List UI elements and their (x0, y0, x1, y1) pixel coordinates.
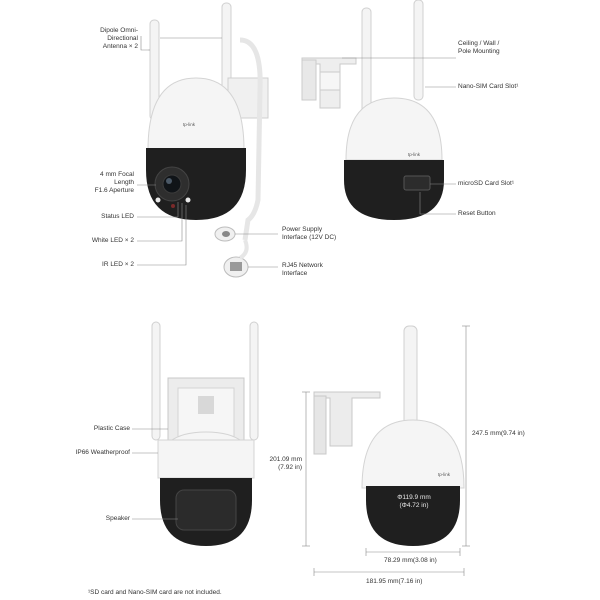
antenna-side (404, 326, 417, 426)
label-microsd: microSD Card Slot¹ (458, 180, 514, 187)
label-rj45: RJ45 Network Interface (282, 262, 323, 277)
dim-diameter: Φ119.9 mm (Φ4.72 in) (397, 494, 431, 509)
speaker-grille (176, 490, 236, 530)
label-nano-sim: Nano-SIM Card Slot¹ (458, 83, 519, 90)
label-status-led: Status LED (101, 213, 134, 220)
white-led-2 (186, 198, 191, 203)
dim-dome-height: 201.09 mm (7.92 in) (269, 456, 302, 471)
label-power: Power Supply Interface (12V DC) (282, 226, 337, 241)
brand-logo-side: tp-link (438, 472, 451, 477)
label-reset: Reset Button (458, 210, 496, 217)
power-pin (222, 231, 230, 237)
side-top-housing (362, 420, 464, 488)
sd-cover (404, 176, 430, 190)
lens-glass (163, 175, 181, 193)
label-plastic-case: Plastic Case (93, 425, 130, 432)
lens-reflection (166, 178, 172, 184)
antenna-rear-right (250, 322, 258, 440)
camera-back-view (302, 0, 444, 220)
camera-side-view (314, 326, 464, 546)
dim-dome-width: 78.29 mm(3.08 in) (384, 557, 437, 564)
label-antenna: Dipole Omni- Directional Antenna × 2 (100, 27, 138, 50)
side-wall-plate (314, 396, 326, 454)
ir-led (171, 204, 175, 208)
label-lens: 4 mm Focal Length F1.6 Aperture (94, 171, 134, 194)
label-ip66: IP66 Weatherproof (75, 449, 130, 456)
dim-total-height: 247.5 mm(9.74 in) (472, 430, 525, 437)
back-top-housing (346, 98, 442, 160)
rj45-port (230, 262, 242, 271)
dim-total-width: 181.95 mm(7.16 in) (366, 578, 423, 585)
brand-logo-front: tp-link (183, 122, 196, 127)
brand-logo-back: tp-link (408, 152, 421, 157)
label-ir-led: IR LED × 2 (102, 261, 134, 268)
white-led-1 (156, 198, 161, 203)
mount-hole (198, 396, 214, 414)
wall-plate (302, 60, 316, 100)
bracket-arm (320, 72, 340, 90)
antenna-back-right (414, 0, 423, 100)
label-speaker: Speaker (105, 515, 130, 522)
cable-split (240, 240, 247, 258)
camera-front-view (146, 3, 268, 277)
rear-body (158, 440, 254, 478)
label-mounting: Ceiling / Wall / Pole Mounting (458, 40, 500, 55)
camera-rear-view (152, 322, 258, 546)
label-white-led: White LED × 2 (91, 237, 134, 244)
antenna-rear-left (152, 322, 160, 440)
footnote: ¹SD card and Nano-SIM card are not included. (88, 589, 222, 596)
